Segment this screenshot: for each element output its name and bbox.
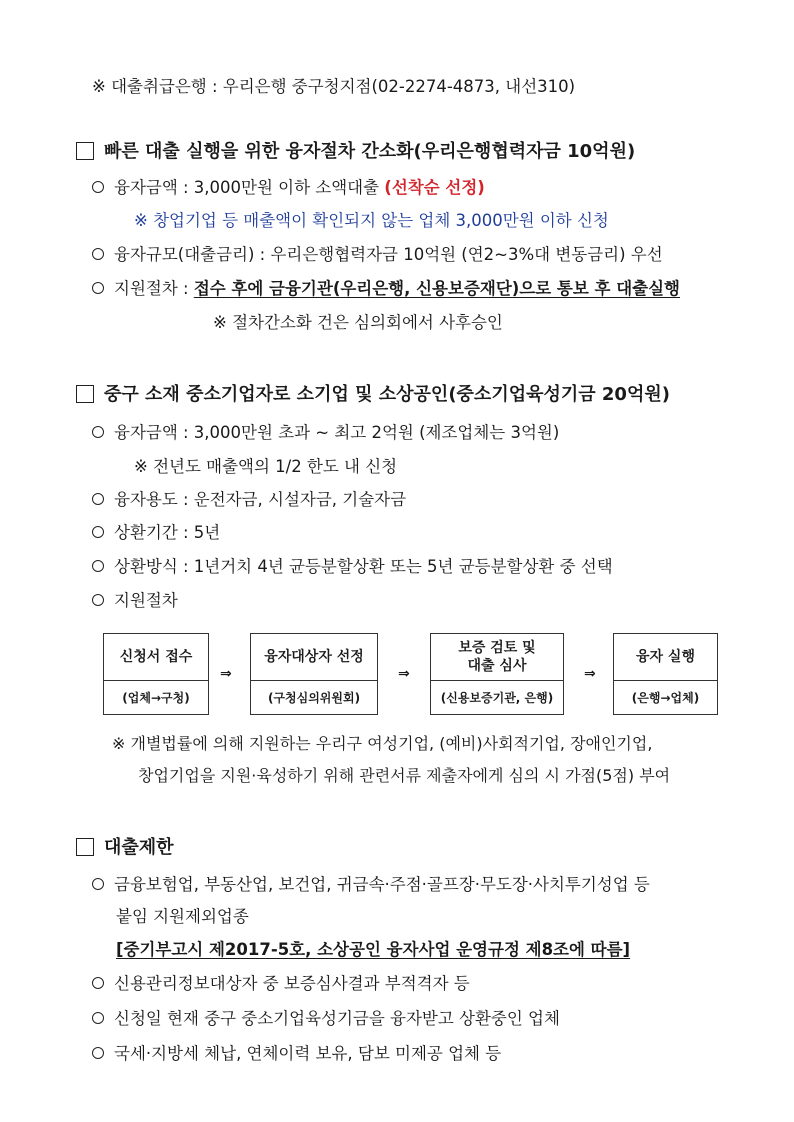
flow-step-2-title: 융자대상자 선정 (264, 649, 364, 665)
section-2-heading (76, 383, 670, 407)
s2-item-repayment-text: 상환방식 : 1년거치 4년 균등분할상환 또는 5년 균등분할상환 중 선택 (114, 557, 613, 576)
circle-bullet-icon (92, 560, 104, 572)
bank-note: ※ 대출취급은행 : 우리은행 중구청지점(02-2274-4873, 내선310) (92, 77, 576, 96)
flow-step-1 (103, 633, 209, 715)
circle-bullet-icon (92, 426, 104, 438)
s2-note-bonus-2: 창업기업을 지원·육성하기 위해 관련서류 제출자에게 심의 시 가점(5점) 부여 (138, 766, 671, 785)
s1-note-approval: ※ 절차간소화 건은 심의회에서 사후승인 (213, 313, 503, 332)
s1-first-come-label: (선착순 선정) (384, 178, 485, 197)
s2-item-repayment (92, 556, 613, 578)
section-2-title: 중구 소재 중소기업자로 소기업 및 소상공인(중소기업육성기금 20억원) (104, 384, 670, 405)
s2-item-usage (92, 489, 406, 511)
s3-item-repaying-text: 신청일 현재 중구 중소기업육성기금을 융자받고 상환중인 업체 (114, 1009, 560, 1028)
s2-note-bonus-1: ※ 개별법률에 의해 지원하는 우리구 여성기업, (예비)사회적기업, 장애인기업, (112, 734, 653, 753)
section-3-heading (76, 836, 174, 860)
s3-item-industries-2: 붙임 지원제외업종 (116, 907, 249, 926)
s2-item-usage-text: 융자용도 : 운전자금, 시설자금, 기술자금 (114, 490, 407, 509)
circle-bullet-icon (92, 181, 104, 193)
s2-item-period-text: 상환기간 : 5년 (114, 523, 221, 542)
s3-item-arrears-text: 국세·지방세 체납, 연체이력 보유, 담보 미제공 업체 등 (114, 1044, 502, 1063)
checkbox-icon (76, 385, 94, 403)
flow-step-4-sub: (은행→업체) (631, 691, 700, 705)
section-3-title: 대출제한 (104, 837, 174, 858)
flow-arrow-1: ⇒ (220, 666, 232, 682)
s3-item-industries-text: 금융보험업, 부동산업, 보건업, 귀금속·주점·골프장·무도장·사치투기성업 등 (114, 875, 650, 894)
circle-bullet-icon (92, 282, 104, 294)
s3-item-arrears (92, 1043, 501, 1065)
s2-note-sales: ※ 전년도 매출액의 1/2 한도 내 신청 (134, 457, 398, 476)
s2-item-amount (92, 422, 559, 444)
flow-step-4-title: 융자 실행 (636, 649, 695, 665)
s3-item-repaying (92, 1008, 560, 1030)
s2-item-procedure-text: 지원절차 (114, 591, 178, 610)
flow-step-2-sub: (구청심의위원회) (267, 691, 361, 705)
section-1-heading (76, 140, 635, 164)
circle-bullet-icon (92, 1012, 104, 1024)
circle-bullet-icon (92, 248, 104, 260)
flow-step-3-title: 보증 검토 및 대출 심사 (458, 640, 536, 674)
s3-regulation-reference: [중기부고시 제2017-5호, 소상공인 융자사업 운영규정 제8조에 따름] (116, 940, 631, 959)
flow-step-3 (430, 633, 564, 715)
flow-arrow-2: ⇒ (398, 666, 410, 682)
s1-procedure-text: 접수 후에 금융기관(우리은행, 신용보증재단)으로 통보 후 대출실행 (193, 279, 680, 298)
s3-item-credit-text: 신용관리정보대상자 중 보증심사결과 부적격자 등 (114, 974, 470, 993)
s1-note-startup: ※ 창업기업 등 매출액이 확인되지 않는 업체 3,000만원 이하 신청 (134, 211, 609, 230)
circle-bullet-icon (92, 594, 104, 606)
circle-bullet-icon (92, 878, 104, 890)
s1-item-scale (92, 244, 663, 266)
circle-bullet-icon (92, 526, 104, 538)
circle-bullet-icon (92, 1047, 104, 1059)
checkbox-icon (76, 838, 94, 856)
s2-item-period (92, 522, 220, 544)
s1-procedure-label: 지원절차 : (114, 279, 194, 298)
flow-step-2 (250, 633, 378, 715)
s3-item-industries (92, 874, 650, 896)
circle-bullet-icon (92, 977, 104, 989)
flow-step-4 (613, 633, 718, 715)
s3-item-credit (92, 973, 470, 995)
s2-item-amount-text: 융자금액 : 3,000만원 초과 ~ 최고 2억원 (제조업체는 3억원) (114, 423, 560, 442)
flow-step-3-sub: (신용보증기관, 은행) (440, 691, 554, 705)
checkbox-icon (76, 142, 94, 160)
flow-step-1-title: 신청서 접수 (119, 649, 193, 665)
s1-item-amount-text: 융자금액 : 3,000만원 이하 소액대출 (114, 178, 385, 197)
circle-bullet-icon (92, 493, 104, 505)
s2-item-procedure (92, 590, 178, 612)
flow-step-1-sub: (업체→구청) (122, 691, 190, 705)
section-1-title: 빠른 대출 실행을 위한 융자절차 간소화(우리은행협력자금 10억원) (104, 141, 636, 162)
s1-item-amount (92, 177, 485, 199)
s1-item-scale-text: 융자규모(대출금리) : 우리은행협력자금 10억원 (연2~3%대 변동금리) 우선 (114, 245, 663, 264)
flow-arrow-3: ⇒ (584, 666, 596, 682)
s1-item-procedure (92, 278, 680, 300)
